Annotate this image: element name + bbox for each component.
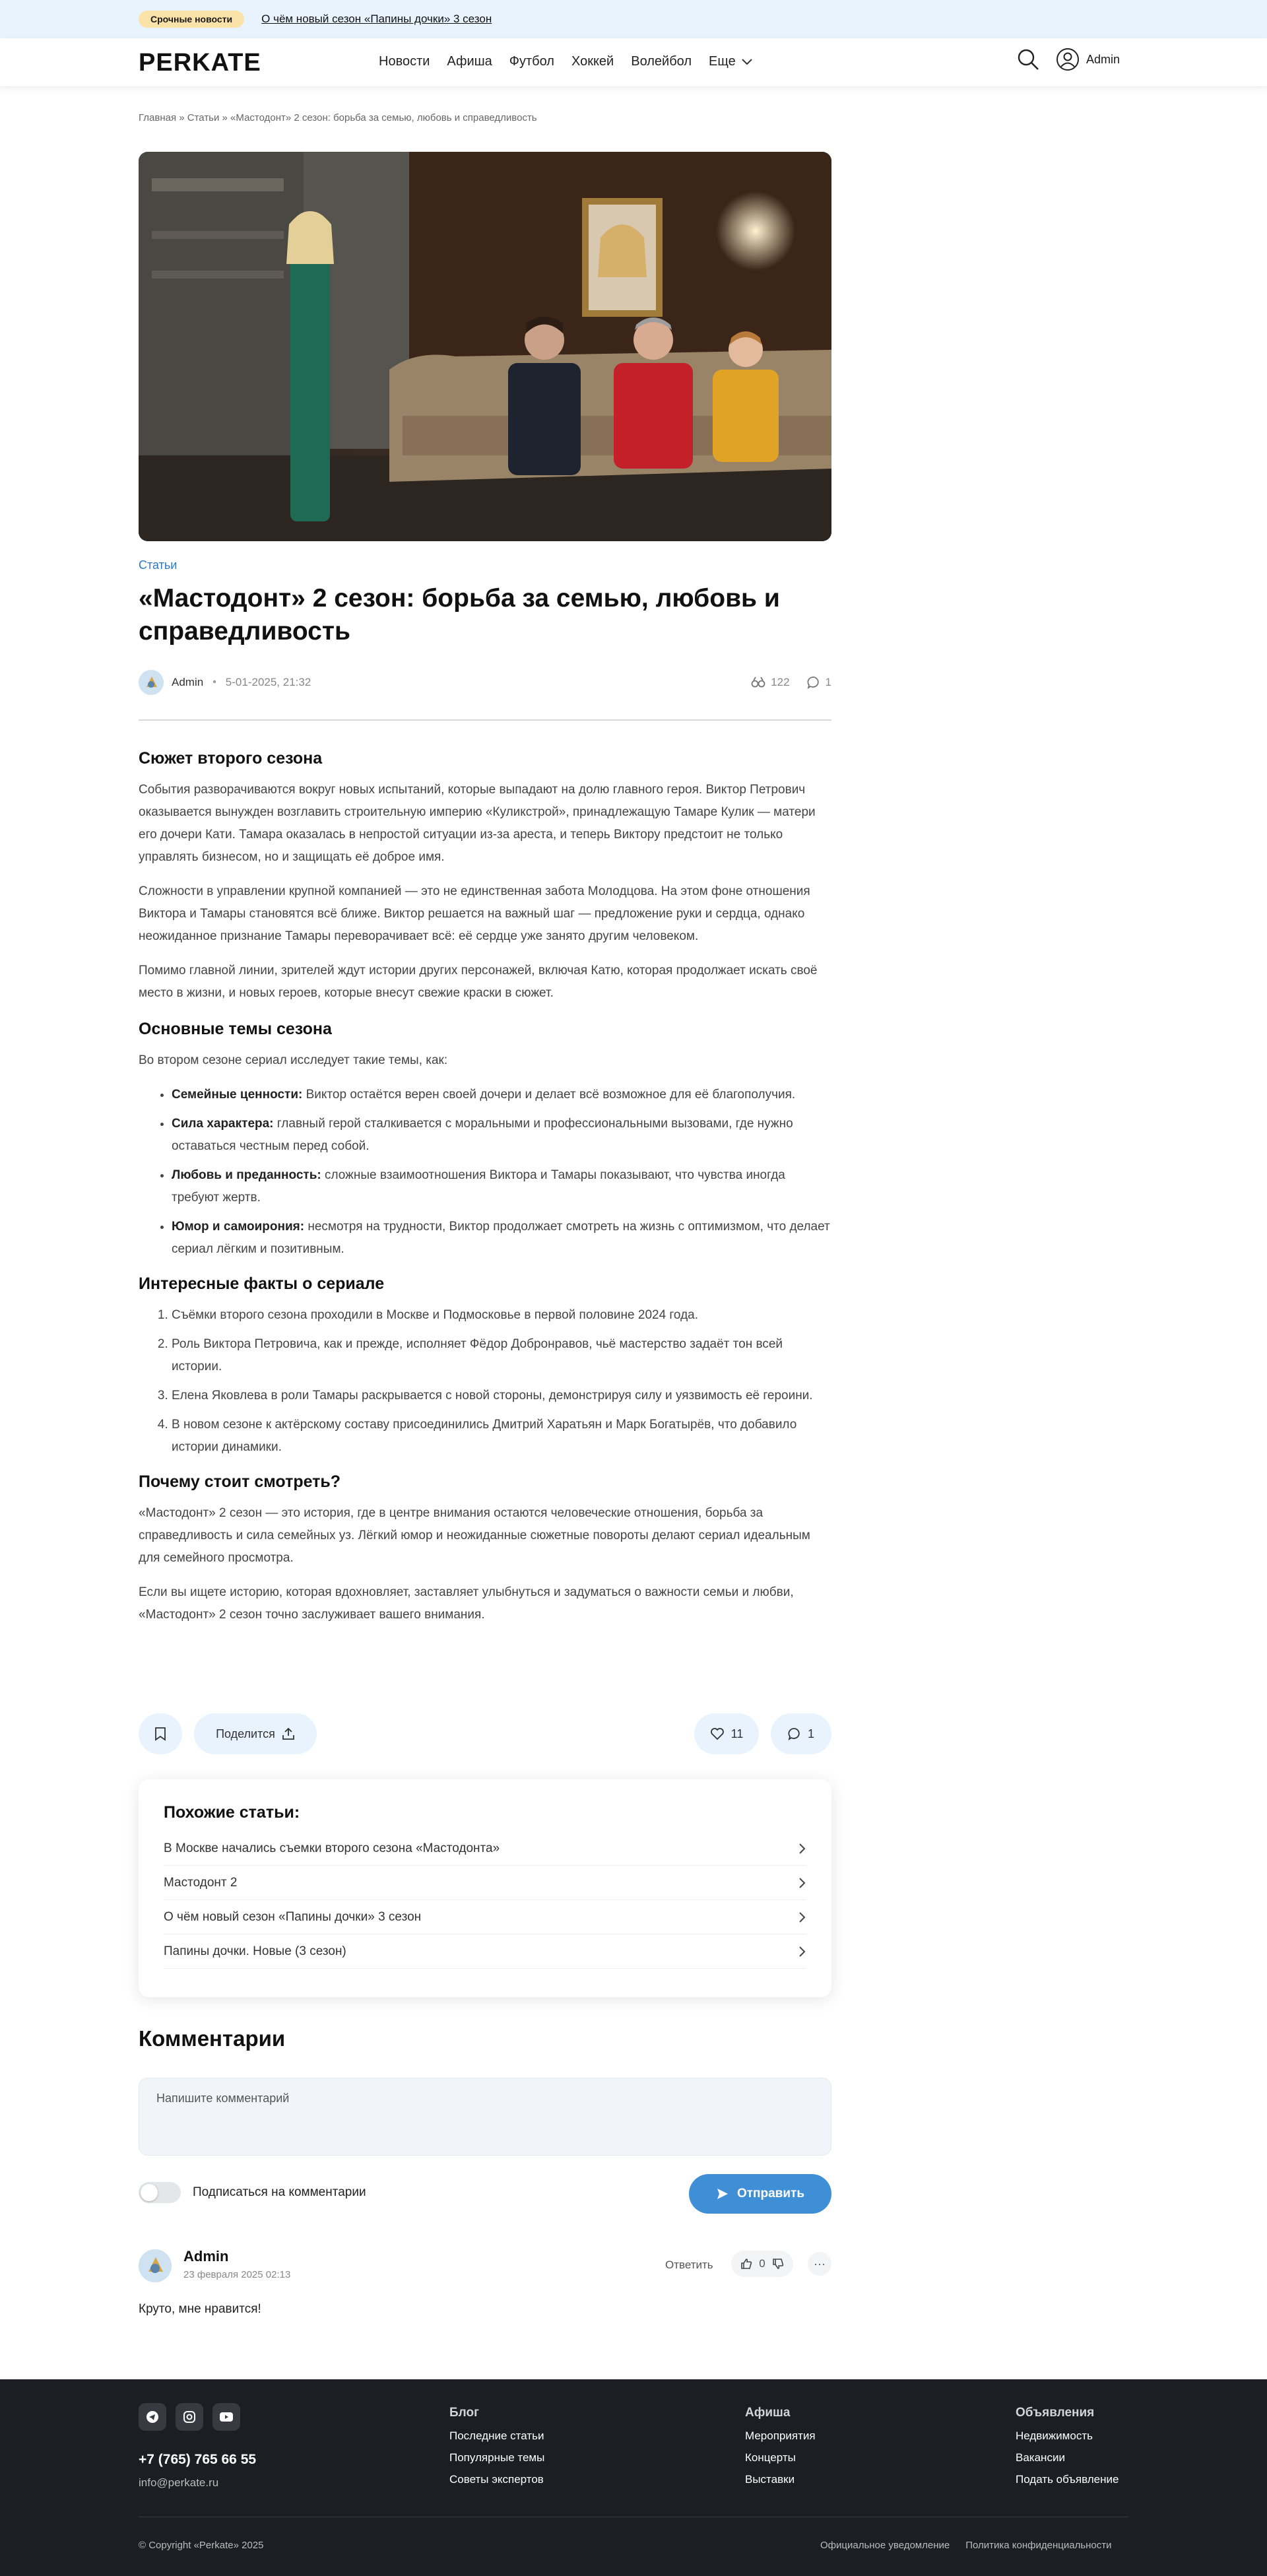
nav-item-football[interactable]: Футбол xyxy=(509,54,554,69)
footer-col-ads xyxy=(1016,2406,1119,2495)
footer-phone[interactable]: +7 (765) 765 66 55 xyxy=(139,2452,257,2467)
comment-input[interactable]: Напишите комментарий xyxy=(139,2078,831,2156)
similar-item[interactable]: В Москве начались съемки второго сезона «Мастодонта» xyxy=(164,1832,806,1866)
votes-value: 0 xyxy=(759,2257,765,2270)
footer-col-title: Афиша xyxy=(745,2406,791,2420)
themes-list xyxy=(172,1084,831,1261)
thumb-down-icon[interactable] xyxy=(772,2258,784,2270)
article-actions xyxy=(139,1713,831,1754)
footer-link[interactable]: Подать объявление xyxy=(1016,2473,1119,2486)
subscribe-label: Подписаться на комментарии xyxy=(193,2185,366,2199)
user-icon xyxy=(1056,48,1080,71)
avatar[interactable] xyxy=(139,670,164,695)
comment-icon xyxy=(788,1727,801,1740)
chevron-right-icon xyxy=(798,1946,806,1958)
nav-item-afisha[interactable]: Афиша xyxy=(447,54,492,69)
footer-col-blog xyxy=(449,2406,544,2495)
main-nav xyxy=(379,54,753,69)
share-icon xyxy=(282,1727,295,1740)
meta-divider xyxy=(139,719,831,721)
nav-item-more[interactable] xyxy=(709,54,753,69)
breaking-news-link[interactable]: О чём новый сезон «Папины дочки» 3 сезон xyxy=(261,13,492,25)
footer-col-afisha xyxy=(745,2406,816,2495)
list-item: • Семейные ценности: Виктор остаётся верен своей дочери и делает всё возможное для её благополучия. xyxy=(172,1084,831,1106)
footer-col-title: Объявления xyxy=(1016,2406,1095,2420)
article-meta xyxy=(139,669,831,696)
comment-menu-button[interactable]: ··· xyxy=(808,2252,831,2276)
bookmark-button[interactable] xyxy=(139,1713,182,1754)
article-author[interactable]: Admin xyxy=(172,676,204,688)
like-button[interactable] xyxy=(694,1713,759,1754)
similar-item[interactable]: Мастодонт 2 xyxy=(164,1866,806,1900)
footer-col-title: Блог xyxy=(449,2406,479,2420)
likes-value: 11 xyxy=(731,1727,744,1740)
thumb-up-icon[interactable] xyxy=(740,2258,752,2270)
footer-link[interactable]: Популярные темы xyxy=(449,2451,545,2464)
footer-link[interactable]: Последние статьи xyxy=(449,2429,544,2442)
comment-votes xyxy=(731,2251,793,2277)
comments-value: 1 xyxy=(807,1727,814,1740)
user-name: Admin xyxy=(1086,52,1121,66)
meta-separator: • xyxy=(212,677,216,688)
footer-legal-links xyxy=(820,2540,1112,2551)
search-icon[interactable] xyxy=(1016,48,1040,71)
list-item: • Юмор и самоирония: несмотря на трудности, Виктор продолжает смотреть на жизнь с оптимизмом, что делает сериал лёгким и позитивным. xyxy=(172,1216,831,1261)
paragraph: Если вы ищете историю, которая вдохновляет, заставляет улыбнуться и задуматься о важности семьи и любви, «Мастодонт» 2 сезон точно заслуживает вашего внимания. xyxy=(139,1585,794,1622)
article-hero-image xyxy=(139,152,831,541)
nav-item-volleyball[interactable]: Волейбол xyxy=(631,54,692,69)
paragraph: «Мастодонт» 2 сезон — это история, где в центре внимания остаются человеческие отношения, борьба за справедливость и сила семейных уз. Лёгкий юмор и неожиданные сюжетные повороты делают сериал идеальным для семейного просмотра. xyxy=(139,1506,810,1565)
footer-link[interactable]: Недвижимость xyxy=(1016,2429,1093,2442)
list-item: 4. В новом сезоне к актёрскому составу присоединились Дмитрий Харатьян и Марк Богатырёв, что добавило истории динамики. xyxy=(172,1414,831,1459)
comment-text: Круто, мне нравится! xyxy=(139,2302,261,2316)
share-button[interactable] xyxy=(194,1713,317,1754)
heading-why: Почему стоит смотреть? xyxy=(139,1472,341,1491)
user-menu[interactable] xyxy=(1056,48,1120,71)
list-item: • Сила характера: главный герой сталкивается с моральными и профессиональными вызовами, где нужно оставаться честным перед собой. xyxy=(172,1113,831,1158)
breaking-news-bar xyxy=(0,0,1267,38)
breadcrumb[interactable]: Главная » Статьи » «Мастодонт» 2 сезон: борьба за семью, любовь и справедливость xyxy=(139,112,537,123)
site-footer xyxy=(0,2379,1267,2576)
nav-item-news[interactable]: Новости xyxy=(379,54,430,69)
comments-title: Комментарии xyxy=(139,2026,286,2051)
copyright: © Copyright «Perkate» 2025 xyxy=(139,2540,264,2551)
list-item: 2. Роль Виктора Петровича, как и прежде, исполняет Фёдор Добронравов, чьё мастерство задаёт тон всей истории. xyxy=(172,1333,831,1378)
comments-button[interactable] xyxy=(771,1713,831,1754)
youtube-icon xyxy=(219,2412,234,2422)
heading-themes: Основные темы сезона xyxy=(139,1020,332,1038)
list-item: 3. Елена Яковлева в роли Тамары раскрывается с новой стороны, демонстрируя силу и уязвимость её героини. xyxy=(172,1385,831,1407)
similar-item[interactable]: Папины дочки. Новые (3 сезон) xyxy=(164,1934,806,1969)
paragraph: Во втором сезоне сериал исследует такие темы, как: xyxy=(139,1053,448,1067)
chevron-right-icon xyxy=(798,1877,806,1889)
list-item: 1. Съёмки второго сезона проходили в Москве и Подмосковье в первой половине 2024 года. xyxy=(172,1304,831,1327)
social-links xyxy=(139,2403,240,2431)
comment-author[interactable]: Admin xyxy=(183,2248,229,2264)
footer-link-privacy[interactable]: Политика конфиденциальности xyxy=(965,2540,1112,2551)
article-body xyxy=(139,746,831,1638)
send-icon xyxy=(716,2187,729,2200)
site-logo[interactable]: PERKATE xyxy=(139,49,261,77)
heart-icon xyxy=(710,1727,725,1740)
facts-list xyxy=(172,1304,831,1459)
footer-link[interactable]: Советы экспертов xyxy=(449,2473,544,2486)
chevron-right-icon xyxy=(798,1911,806,1923)
paragraph: Сложности в управлении крупной компанией — это не единственная забота Молодцова. На этом фоне отношения Виктора и Тамары становятся всё ближе. Виктор решается на важный шаг — предложение руки и сердца, однако неожиданное признание Тамары переворачивает всё: её сердце уже занято другим человеком. xyxy=(139,884,810,943)
nav-more-label: Еще xyxy=(709,54,736,69)
article-category[interactable]: Статьи xyxy=(139,558,178,572)
footer-link-notice[interactable]: Официальное уведомление xyxy=(820,2540,950,2551)
similar-title: Похожие статьи: xyxy=(164,1803,300,1822)
similar-item[interactable]: О чём новый сезон «Папины дочки» 3 сезон xyxy=(164,1900,806,1934)
site-header xyxy=(0,38,1267,87)
footer-link[interactable]: Выставки xyxy=(745,2473,795,2486)
footer-email[interactable]: info@perkate.ru xyxy=(139,2476,219,2489)
paragraph: Помимо главной линии, зрителей ждут истории других персонажей, включая Катю, которая продолжает искать своё место в жизни, и новых героев, которые внесут свежие краски в сюжет. xyxy=(139,964,818,1000)
breaking-news-badge: Срочные новости xyxy=(139,11,244,28)
page-title: «Мастодонт» 2 сезон: борьба за семью, любовь и справедливость xyxy=(139,584,780,645)
instagram-link[interactable] xyxy=(176,2403,203,2431)
subscribe-toggle-row xyxy=(139,2182,366,2203)
list-item: • Любовь и преданность: сложные взаимоотношения Виктора и Тамары показывают, что чувства иногда требуют жертв. xyxy=(172,1164,831,1209)
comments-value: 1 xyxy=(825,676,831,688)
telegram-link[interactable] xyxy=(139,2403,166,2431)
heading-plot: Сюжет второго сезона xyxy=(139,749,323,768)
heading-facts: Интересные факты о сериале xyxy=(139,1274,385,1293)
comment-date: 23 февраля 2025 02:13 xyxy=(183,2269,291,2280)
avatar[interactable] xyxy=(139,2249,172,2282)
views-value: 122 xyxy=(771,676,790,688)
instagram-icon xyxy=(183,2410,196,2424)
article-date: 5-01-2025, 21:32 xyxy=(225,676,311,688)
views-count xyxy=(751,676,789,689)
subscribe-toggle[interactable] xyxy=(139,2182,181,2203)
footer-link[interactable]: Мероприятия xyxy=(745,2429,816,2442)
telegram-icon xyxy=(146,2410,159,2424)
similar-articles xyxy=(139,1779,831,1997)
chevron-right-icon xyxy=(798,1843,806,1855)
eye-icon xyxy=(751,677,765,688)
bookmark-icon xyxy=(154,1727,166,1741)
reply-button[interactable]: Ответить xyxy=(665,2259,713,2271)
comments-count[interactable] xyxy=(807,676,831,689)
footer-link[interactable]: Концерты xyxy=(745,2451,796,2464)
send-label: Отправить xyxy=(736,2187,805,2200)
footer-link[interactable]: Вакансии xyxy=(1016,2451,1065,2464)
send-button[interactable] xyxy=(689,2174,831,2214)
paragraph: События разворачиваются вокруг новых испытаний, которые выпадают на долю главного героя. Виктор Петрович оказывается вынужден возглавить строительную империю «Куликстрой», принадлежащую Тамаре Кулик — матери его дочери Кати. Тамара оказалась в непростой ситуации из-за ареста, и теперь Виктору предстоит не только управлять бизнесом, но и защищать её доброе имя. xyxy=(139,783,816,864)
share-label: Поделится xyxy=(216,1727,275,1740)
nav-item-hockey[interactable]: Хоккей xyxy=(571,54,614,69)
chevron-down-icon xyxy=(741,58,753,66)
youtube-link[interactable] xyxy=(212,2403,240,2431)
comment-icon xyxy=(807,676,820,689)
